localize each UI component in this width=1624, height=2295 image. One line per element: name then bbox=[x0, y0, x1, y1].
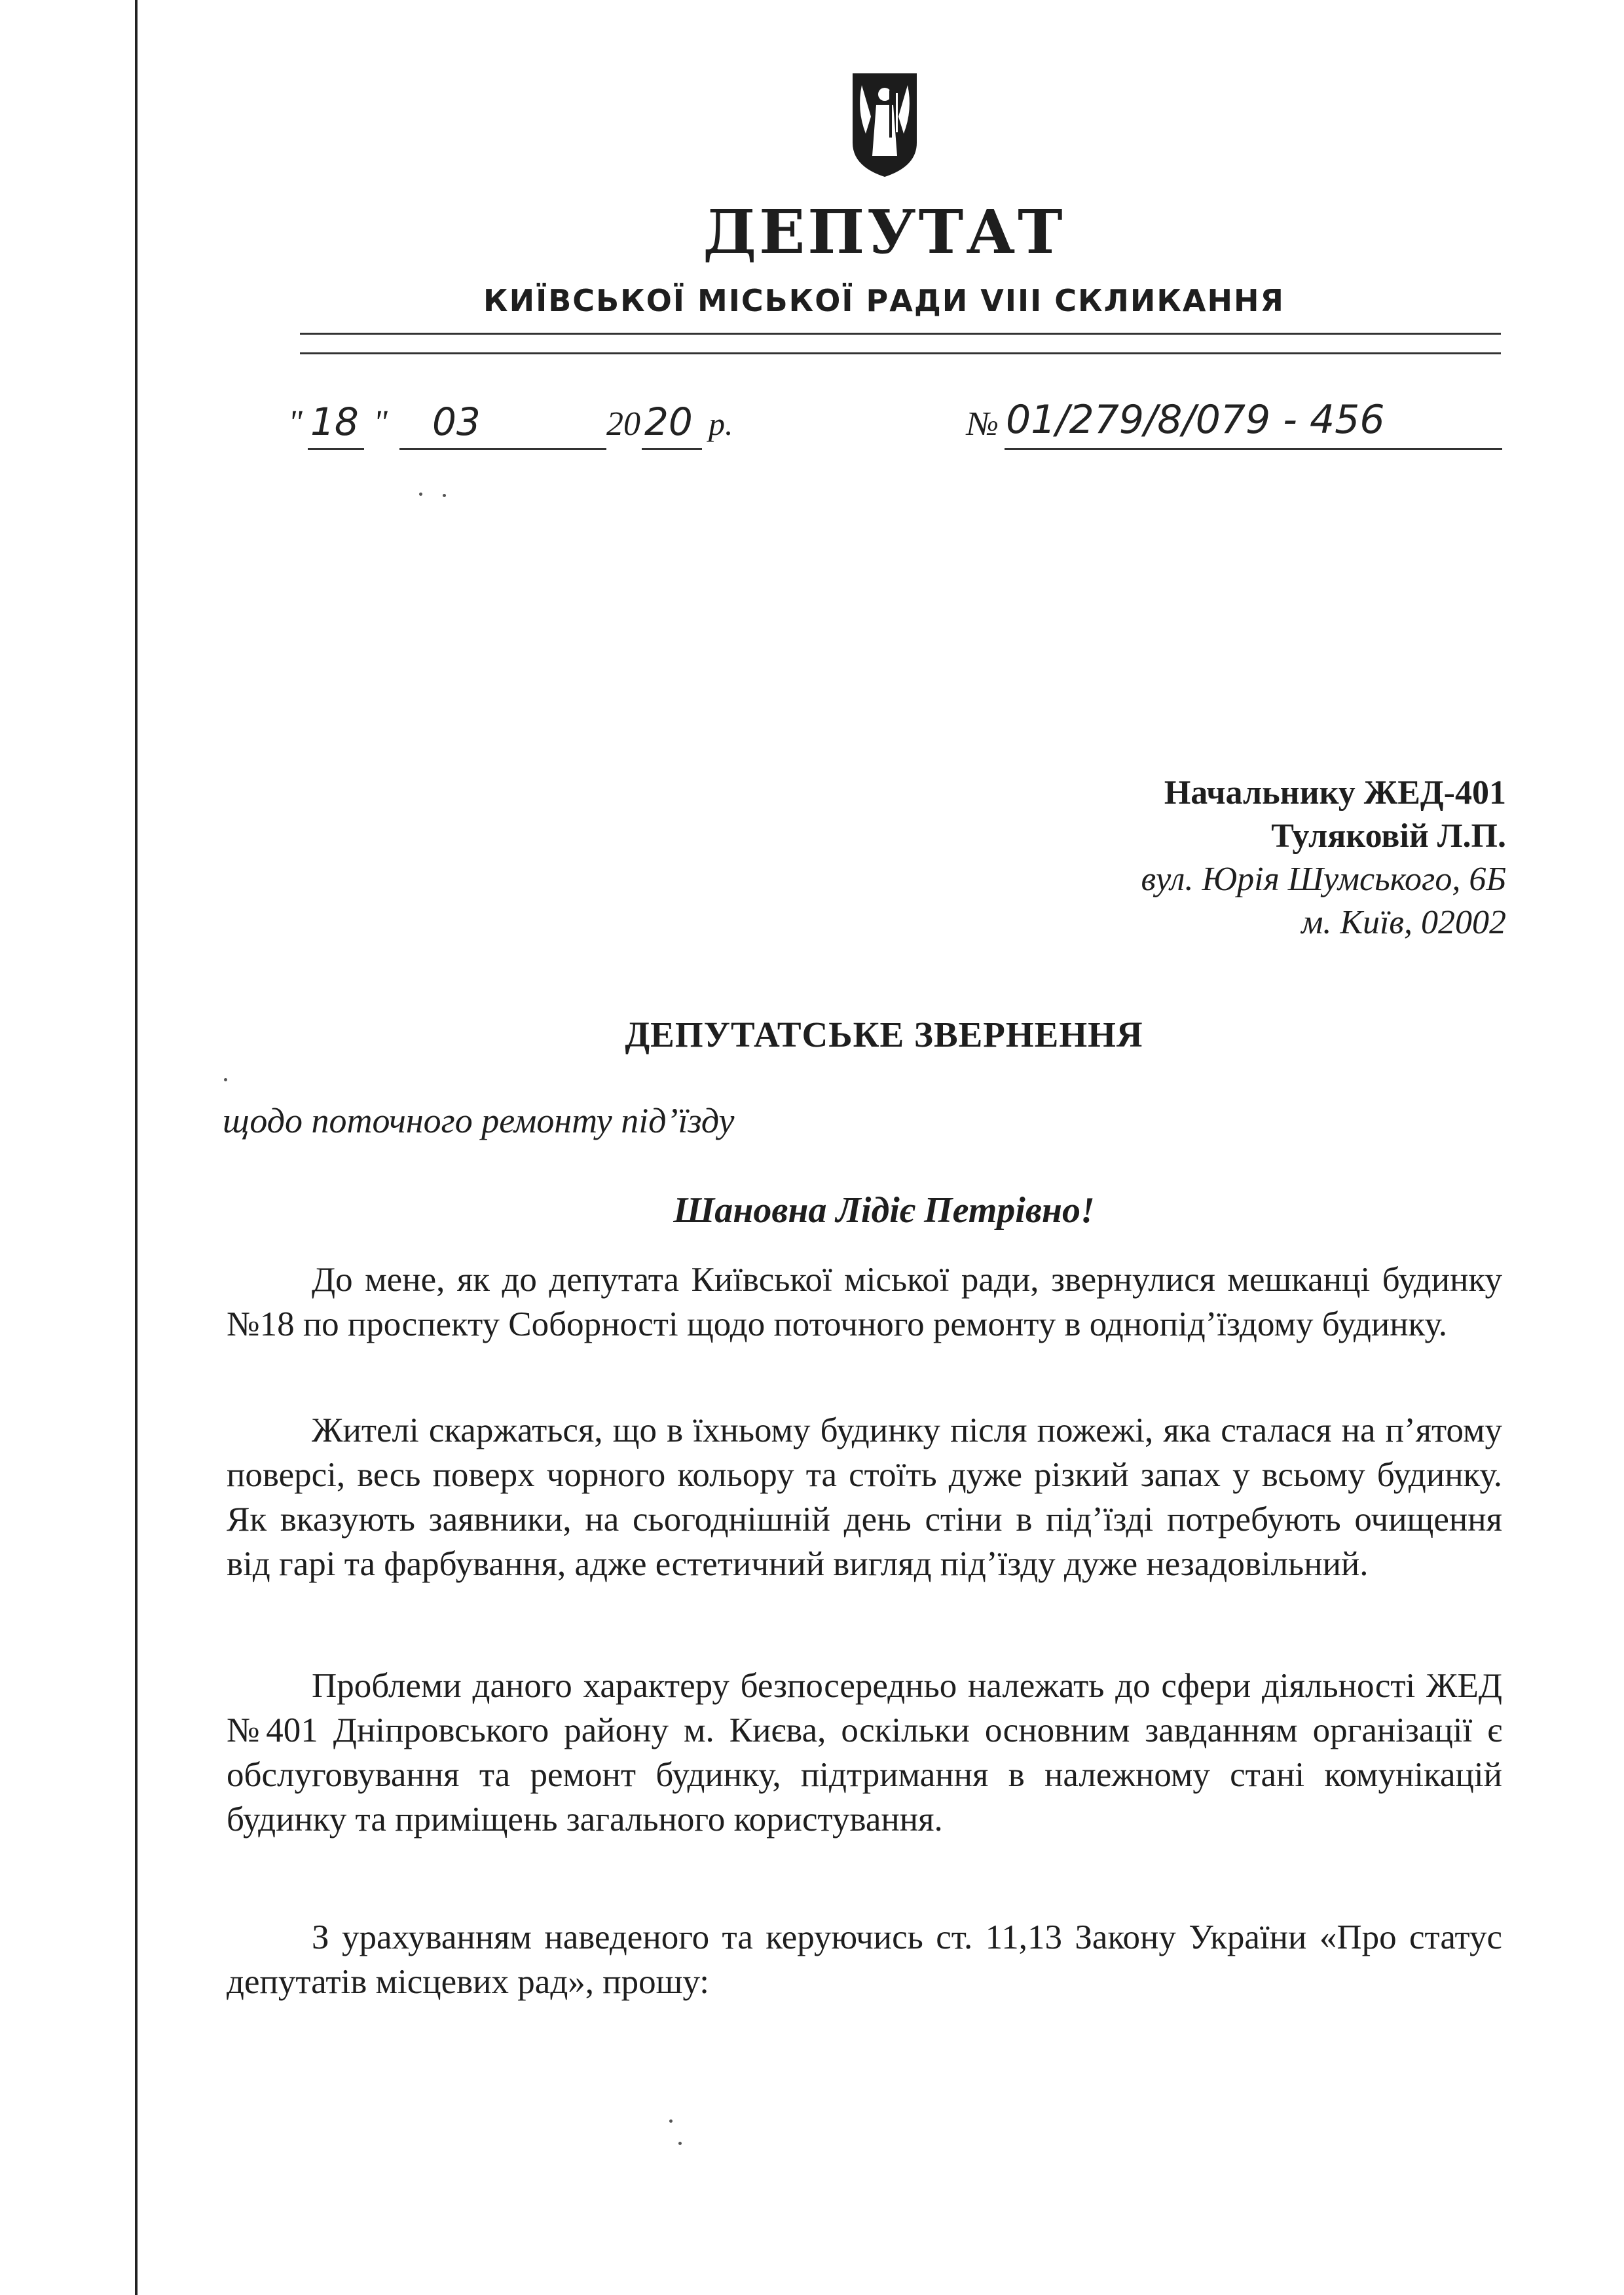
date-year-prefix: 20 bbox=[606, 405, 640, 443]
date-line bbox=[282, 400, 753, 458]
letterhead-council: КИЇВСЬКОЇ МІСЬКОЇ РАДИ VIII СКЛИКАННЯ bbox=[483, 283, 1285, 318]
letterhead-divider-top bbox=[300, 333, 1501, 335]
body-paragraph-1: До мене, як до депутата Київської міської ради, звернулися мешканці будинку №18 по проспекту Соборності щодо поточного ремонту в однопід’їздому будинку. bbox=[227, 1261, 1502, 1343]
registration-number-line bbox=[967, 397, 1517, 458]
letterhead-title: ДЕПУТАТ bbox=[703, 196, 1065, 267]
scan-speck bbox=[669, 2119, 673, 2123]
body-paragraph-2: Жителі скаржаться, що в їхньому будинку після пожежі, яка сталася на п’ятому поверсі, весь поверх чорного кольору та стоїть дуже різкий запах у всьому будинку. Як вказують заявники, на сьогоднішній день стіни в під’їзді потребують очищення від гарі та фарбування, адже естетичний вигляд під’їзду дуже незадовільний. bbox=[227, 1411, 1502, 1583]
date-open-quote: " bbox=[288, 404, 303, 441]
salutation: Шановна Лідіє Петрівно! bbox=[673, 1190, 1095, 1231]
number-label: № bbox=[967, 405, 999, 443]
document-type: ДЕПУТАТСЬКЕ ЗВЕРНЕННЯ bbox=[625, 1015, 1143, 1054]
addressee-city: м. Київ, 02002 bbox=[1301, 904, 1506, 941]
number-underline bbox=[1005, 448, 1502, 450]
addressee-position: Начальнику ЖЕД-401 bbox=[1164, 774, 1506, 812]
date-suffix: р. bbox=[709, 405, 733, 442]
date-year-underline bbox=[642, 448, 702, 450]
body-paragraph-3: Проблеми даного характеру безпосередньо належать до сфери діяльності ЖЕД №401 Дніпровського району м. Києва, оскільки основним завданням організації є обслуговування та ремонт будинку, підтримання в належному стані комунікацій будинку та приміщень загального користування. bbox=[227, 1667, 1502, 1838]
date-day: 18 bbox=[310, 400, 359, 444]
body-paragraph-4: З урахуванням наведеного та керуючись ст. 11,13 Закону України «Про статус депутатів місцевих рад», прошу: bbox=[227, 1918, 1502, 2001]
date-month-underline bbox=[399, 448, 606, 450]
scan-speck bbox=[419, 493, 422, 496]
document-subject: щодо поточного ремонту під’їзду bbox=[223, 1101, 735, 1140]
kyiv-emblem-icon bbox=[849, 71, 921, 179]
scan-speck bbox=[443, 494, 446, 497]
date-close-quote: " bbox=[373, 404, 388, 441]
addressee-block bbox=[1141, 772, 1506, 944]
scan-speck bbox=[224, 1078, 227, 1081]
scan-speck bbox=[678, 2142, 682, 2145]
addressee-name: Туляковій Л.П. bbox=[1271, 817, 1506, 855]
date-year-suffix: 20 bbox=[644, 400, 693, 444]
scan-page-edge bbox=[135, 0, 138, 2295]
letterhead-divider-bottom bbox=[300, 352, 1501, 354]
date-month: 03 bbox=[432, 400, 481, 444]
addressee-street: вул. Юрія Шумського, 6Б bbox=[1141, 861, 1506, 898]
date-day-underline bbox=[308, 448, 364, 450]
number-value: 01/279/8/079 - 456 bbox=[1006, 397, 1385, 443]
